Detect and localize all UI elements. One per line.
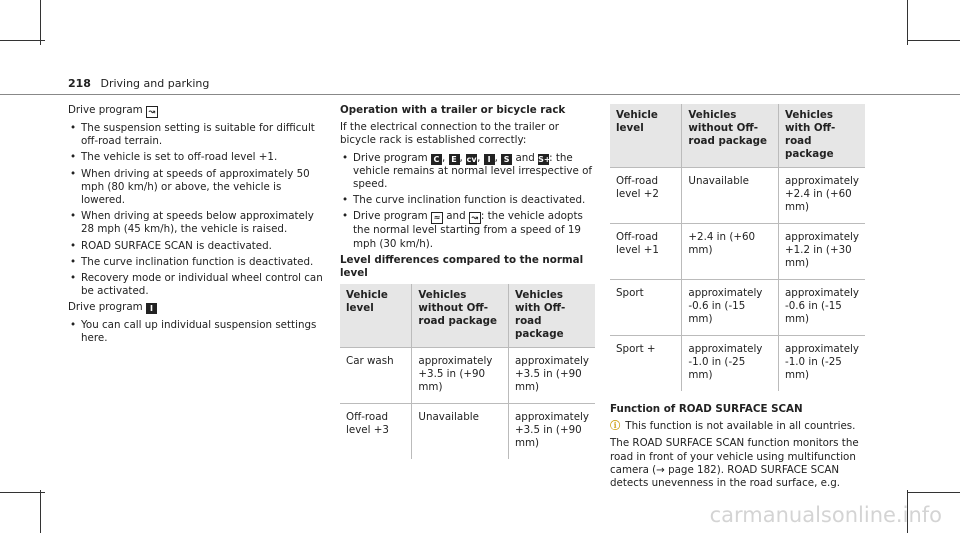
list-item: • Drive program ≈ and ↝ : the vehicle adopts the normal level starting from a speed of 19 mph (30 km/h). [340, 210, 595, 250]
table-cell: Off-road level +2 [610, 168, 682, 224]
column-header: Vehicle level [340, 284, 412, 348]
list-item: • ROAD SURFACE SCAN is deactivated. [68, 240, 326, 253]
table-header-row [340, 284, 595, 348]
level-table-part2 [610, 104, 865, 391]
table-cell: approximately +1.2 in (+30 mm) [779, 224, 866, 280]
page-header [68, 77, 209, 90]
table-row [610, 336, 865, 392]
table-cell: approximately -1.0 in (-25 mm) [682, 336, 779, 392]
trailer-heading: Operation with a trailer or bicycle rack [340, 104, 566, 116]
table-row [340, 348, 595, 404]
level-table-part1 [340, 284, 595, 459]
list-item: • The curve inclination function is deactivated. [340, 194, 595, 207]
table-cell: Sport + [610, 336, 682, 392]
offroad-bullet-list [68, 122, 326, 298]
column-header: Vehicles without Off-road package [412, 284, 509, 348]
table-cell: Off-road level +1 [610, 224, 682, 280]
trailer-bullet-list [340, 152, 595, 251]
column-header: Vehicles with Off-road package [509, 284, 596, 348]
table-cell: approximately +3.5 in (+90 mm) [509, 404, 596, 460]
crop-mark [40, 490, 41, 533]
table-cell: Off-road level +3 [340, 404, 412, 460]
crop-mark [907, 40, 960, 41]
drive-program-individual: Drive program I [68, 301, 326, 314]
level-differences-heading: Level differences compared to the normal level [340, 253, 584, 280]
table-cell: approximately +3.5 in (+90 mm) [509, 348, 596, 404]
list-item: • The vehicle is set to off-road level +1. [68, 151, 326, 164]
individual-icon: I [146, 303, 157, 314]
road-surface-scan-paragraph: The ROAD SURFACE SCAN function monitors the road in front of your vehicle using multifunction camera (→ page 182). ROAD SURFACE SCAN detects unevenness in the road surface, e.g. [610, 437, 859, 490]
curve-icon: cv [466, 154, 477, 164]
list-item: • Drive program C , E , cv, I , S and S+: the vehicle remains at normal level irrespective of speed. [340, 152, 595, 192]
table-cell: approximately -0.6 in (-15 mm) [682, 280, 779, 336]
table-cell: approximately +2.4 in (+60 mm) [779, 168, 866, 224]
sport-plus-icon: S+ [538, 154, 551, 164]
availability-note: ⓘ This function is not available in all countries. [610, 420, 856, 433]
column-header: Vehicles with Off-road package [779, 104, 866, 168]
list-item: • Recovery mode or individual wheel control can be activated. [68, 272, 326, 298]
right-column [610, 104, 865, 494]
info-icon: ⓘ [610, 420, 621, 433]
list-item: • When driving at speeds of approximately 50 mph (80 km/h) or above, the vehicle is lowered. [68, 168, 326, 208]
crop-mark [907, 0, 908, 45]
list-item: • The suspension setting is suitable for difficult off-road terrain. [68, 122, 326, 148]
table-cell: Unavailable [412, 404, 509, 460]
header-rule [0, 94, 960, 95]
crop-mark [907, 492, 960, 493]
list-item: • When driving at speeds below approximately 28 mph (45 km/h), the vehicle is raised. [68, 210, 326, 236]
list-item: • You can call up individual suspension settings here. [68, 319, 326, 345]
drive-program-offroad: Drive program ↝ [68, 104, 326, 118]
offroad-icon: ↝ [469, 212, 481, 224]
column-header: Vehicles without Off-road package [682, 104, 779, 168]
crop-mark [0, 492, 45, 493]
table-cell: Unavailable [682, 168, 779, 224]
table-row [610, 224, 865, 280]
page-number: 218 [68, 77, 91, 90]
table-cell: Sport [610, 280, 682, 336]
table-row [610, 168, 865, 224]
table-row [340, 404, 595, 460]
table-cell: approximately -0.6 in (-15 mm) [779, 280, 866, 336]
table-cell: approximately +3.5 in (+90 mm) [412, 348, 509, 404]
table-cell: Car wash [340, 348, 412, 404]
list-item: • The curve inclination function is deactivated. [68, 256, 326, 269]
table-cell: approximately -1.0 in (-25 mm) [779, 336, 866, 392]
individual-bullet-list [68, 319, 326, 345]
road-surface-scan-heading: Function of ROAD SURFACE SCAN [610, 403, 803, 415]
left-column [68, 104, 326, 348]
individual-icon: I [484, 154, 495, 165]
crop-mark [0, 40, 45, 41]
terrain-icon: ≈ [431, 212, 443, 224]
middle-column [340, 104, 595, 459]
offroad-icon: ↝ [146, 106, 158, 118]
trailer-intro: If the electrical connection to the trailer or bicycle rack is established correctly: [340, 121, 559, 147]
watermark-logo: carmanualsonline.info [709, 503, 942, 527]
eco-icon: E [449, 154, 460, 165]
table-row [610, 280, 865, 336]
table-header-row [610, 104, 865, 168]
crop-mark [40, 0, 41, 45]
section-title: Driving and parking [100, 77, 210, 90]
table-cell: +2.4 in (+60 mm) [682, 224, 779, 280]
comfort-icon: C [431, 154, 442, 165]
sport-icon: S [501, 154, 512, 165]
column-header: Vehicle level [610, 104, 682, 168]
